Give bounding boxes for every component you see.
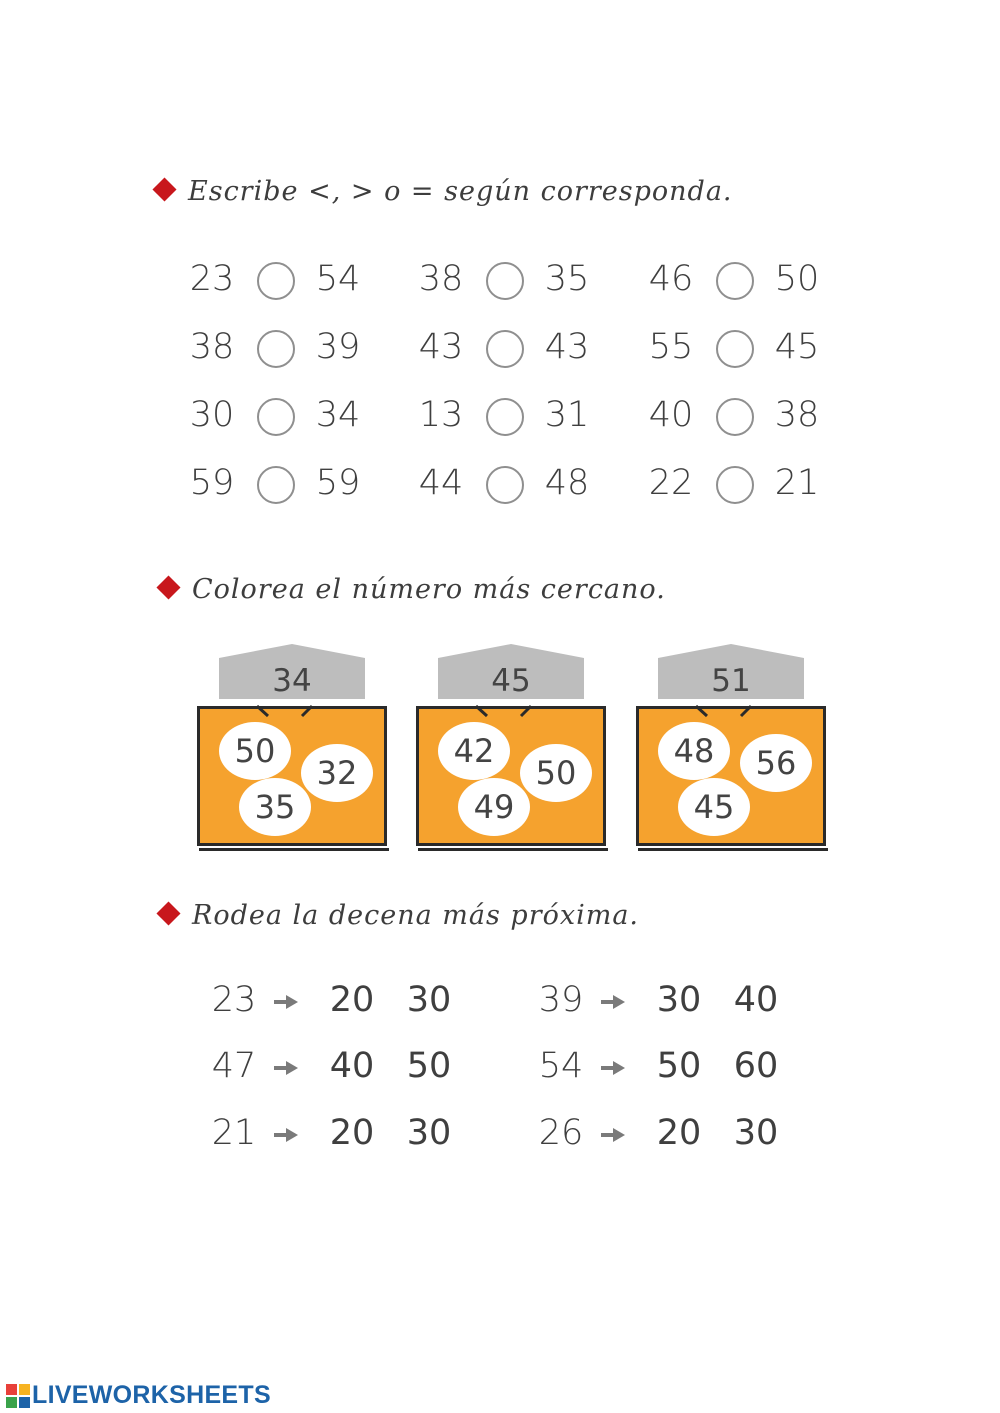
left-number: 23 <box>189 259 235 299</box>
number-egg[interactable]: 49 <box>458 778 530 836</box>
instruction-1: Escribe <, > o = según corresponda. <box>188 176 733 207</box>
left-number: 38 <box>418 259 464 299</box>
tens-option[interactable]: 60 <box>733 1046 779 1086</box>
instruction-2: Colorea el número más cercano. <box>192 574 666 605</box>
bullet-diamond-icon <box>152 177 176 201</box>
right-number: 21 <box>774 463 820 503</box>
arrow-right-icon <box>601 1127 625 1141</box>
right-number: 54 <box>315 259 361 299</box>
arrow-right-icon <box>274 1127 298 1141</box>
arrow-right-icon <box>274 994 298 1008</box>
bullet-diamond-icon <box>156 901 180 925</box>
tens-option[interactable]: 40 <box>733 980 779 1020</box>
right-number: 48 <box>544 463 590 503</box>
arrow-right-icon <box>601 1060 625 1074</box>
comparison-answer-circle[interactable] <box>257 262 295 300</box>
left-number: 30 <box>189 395 235 435</box>
number-egg[interactable]: 56 <box>740 734 812 792</box>
tens-option[interactable]: 30 <box>656 980 702 1020</box>
number-egg[interactable]: 50 <box>520 744 592 802</box>
target-number: 51 <box>711 663 751 699</box>
comparison-answer-circle[interactable] <box>716 330 754 368</box>
tens-option[interactable]: 50 <box>656 1046 702 1086</box>
arrow-right-icon <box>274 1060 298 1074</box>
right-number: 31 <box>544 395 590 435</box>
left-number: 43 <box>418 327 464 367</box>
tens-option[interactable]: 20 <box>329 980 375 1020</box>
folder-bottom-line <box>199 848 389 851</box>
number-egg[interactable]: 42 <box>438 722 510 780</box>
left-number: 38 <box>189 327 235 367</box>
comparison-answer-circle[interactable] <box>257 466 295 504</box>
right-number: 35 <box>544 259 590 299</box>
right-number: 34 <box>315 395 361 435</box>
left-number: 40 <box>648 395 694 435</box>
instruction-3: Rodea la decena más próxima. <box>192 900 640 931</box>
footer-brand-text: LIVEWORKSHEETS <box>32 1381 271 1409</box>
comparison-answer-circle[interactable] <box>486 466 524 504</box>
target-number: 45 <box>491 663 531 699</box>
comparison-answer-circle[interactable] <box>257 398 295 436</box>
source-number: 26 <box>538 1113 584 1153</box>
tens-option[interactable]: 20 <box>329 1113 375 1153</box>
comparison-answer-circle[interactable] <box>716 262 754 300</box>
left-number: 55 <box>648 327 694 367</box>
right-number: 50 <box>774 259 820 299</box>
folder-bottom-line <box>638 848 828 851</box>
tens-option[interactable]: 50 <box>406 1046 452 1086</box>
right-number: 39 <box>315 327 361 367</box>
comparison-answer-circle[interactable] <box>486 262 524 300</box>
comparison-answer-circle[interactable] <box>486 330 524 368</box>
liveworksheets-logo-icon <box>6 1384 30 1408</box>
number-egg[interactable]: 35 <box>239 778 311 836</box>
number-egg[interactable]: 32 <box>301 744 373 802</box>
source-number: 39 <box>538 980 584 1020</box>
comparison-answer-circle[interactable] <box>716 466 754 504</box>
tens-option[interactable]: 30 <box>733 1113 779 1153</box>
target-number: 34 <box>272 663 312 699</box>
right-number: 59 <box>315 463 361 503</box>
number-egg[interactable]: 45 <box>678 778 750 836</box>
left-number: 22 <box>648 463 694 503</box>
tens-option[interactable]: 30 <box>406 1113 452 1153</box>
right-number: 43 <box>544 327 590 367</box>
number-egg[interactable]: 48 <box>658 722 730 780</box>
source-number: 54 <box>538 1046 584 1086</box>
source-number: 23 <box>211 980 257 1020</box>
tens-option[interactable]: 30 <box>406 980 452 1020</box>
source-number: 47 <box>211 1046 257 1086</box>
comparison-answer-circle[interactable] <box>257 330 295 368</box>
folder-bottom-line <box>418 848 608 851</box>
right-number: 38 <box>774 395 820 435</box>
left-number: 13 <box>418 395 464 435</box>
left-number: 44 <box>418 463 464 503</box>
left-number: 59 <box>189 463 235 503</box>
left-number: 46 <box>648 259 694 299</box>
right-number: 45 <box>774 327 820 367</box>
comparison-answer-circle[interactable] <box>486 398 524 436</box>
source-number: 21 <box>211 1113 257 1153</box>
bullet-diamond-icon <box>156 575 180 599</box>
comparison-answer-circle[interactable] <box>716 398 754 436</box>
footer-brand <box>6 1381 271 1410</box>
tens-option[interactable]: 20 <box>656 1113 702 1153</box>
arrow-right-icon <box>601 994 625 1008</box>
tens-option[interactable]: 40 <box>329 1046 375 1086</box>
number-egg[interactable]: 50 <box>219 722 291 780</box>
